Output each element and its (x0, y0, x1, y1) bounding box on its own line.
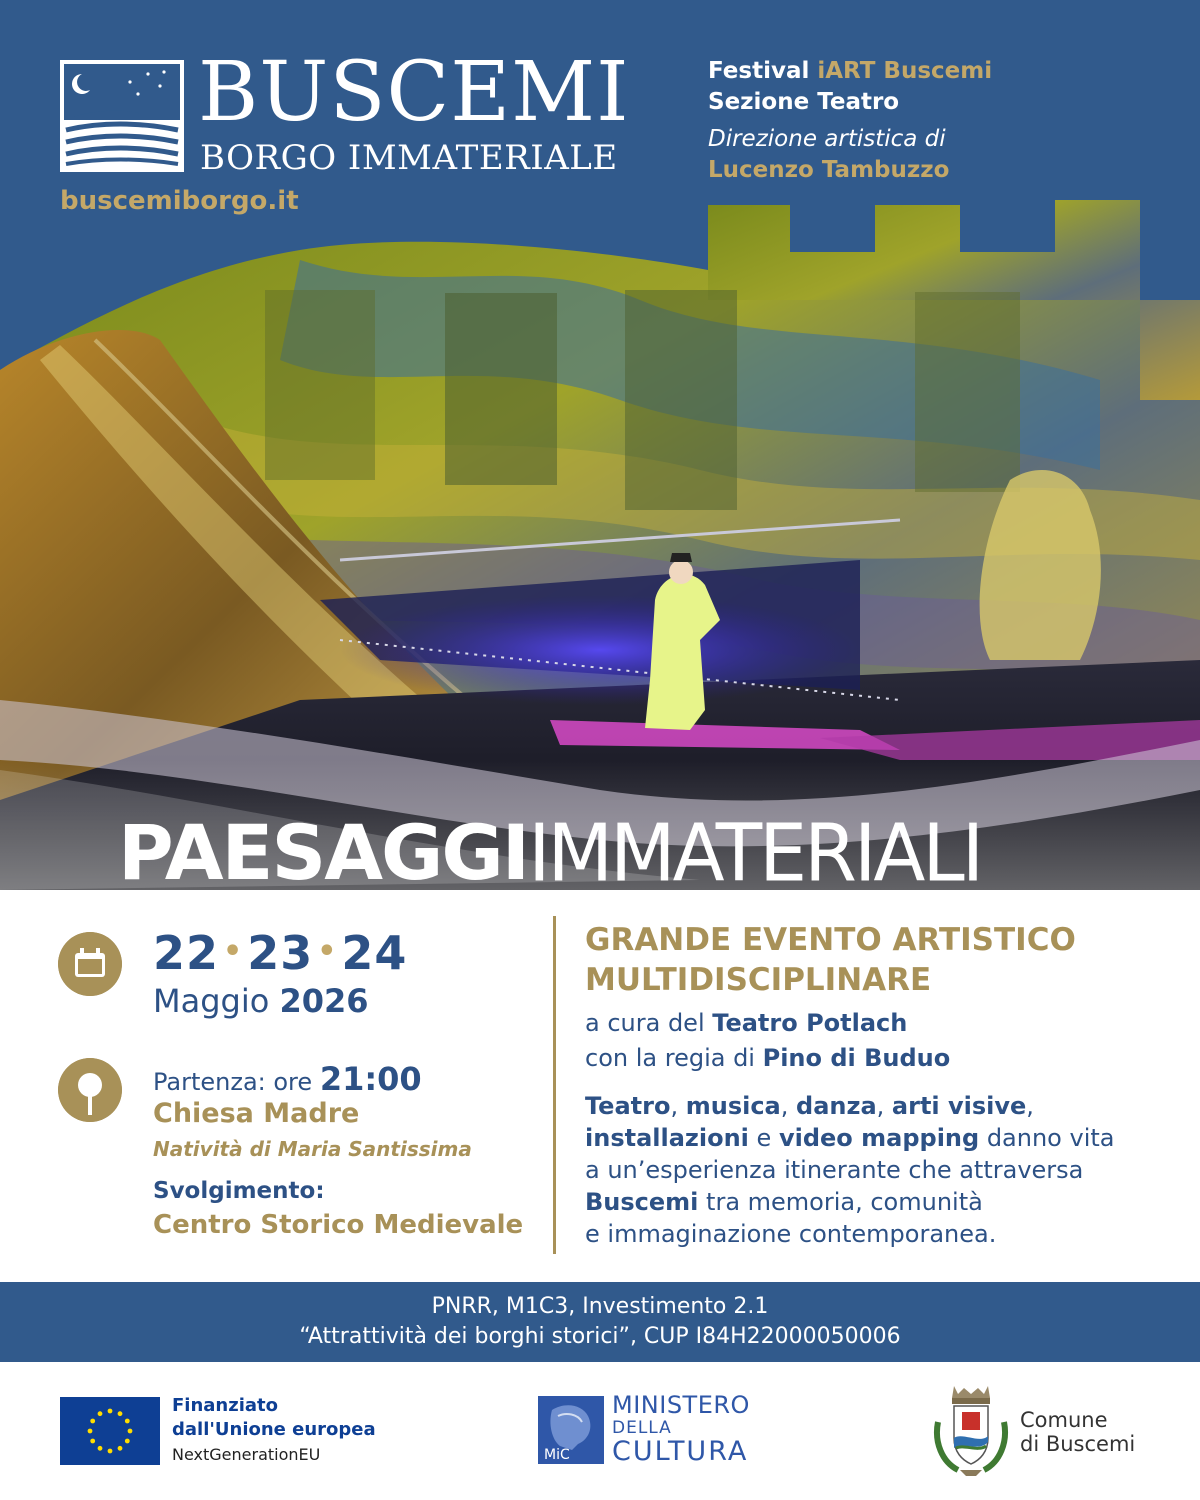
column-divider (553, 916, 556, 1254)
festival-line (708, 56, 1168, 87)
date-month: Maggio (153, 982, 270, 1020)
funding-bar (0, 1282, 1200, 1362)
event-month-year (153, 982, 369, 1020)
festival-director: Lucenzo Tambuzzo (708, 157, 950, 183)
event-title-line1: GRANDE EVENTO ARTISTICO (585, 922, 1076, 958)
venue-label: Svolgimento: (153, 1178, 325, 1204)
desc-sep: tra memoria, comunità (698, 1188, 983, 1216)
desc-word: danza (796, 1092, 877, 1120)
comune-label (1020, 1408, 1135, 1456)
festival-credits (708, 56, 1168, 186)
festival-direction-label: Direzione artistica di (708, 126, 946, 152)
desc-sep: danno vita (979, 1124, 1115, 1152)
date-separator: • (223, 934, 244, 969)
festival-section: Sezione Teatro (708, 89, 900, 115)
date-day-3: 24 (341, 926, 408, 980)
eu-line-1: Finanziato (172, 1395, 279, 1416)
headline-thin: IMMATERIALI (528, 812, 982, 890)
eu-line-3: NextGenerationEU (172, 1445, 321, 1464)
event-title-line2: MULTIDISCIPLINARE (585, 962, 932, 998)
place-name: Chiesa Madre (153, 1098, 360, 1129)
desc-word: arti visive (891, 1092, 1027, 1120)
mic-ministry-logo-icon (538, 1396, 604, 1464)
funding-line-2: “Attrattività dei borghi storici”, CUP I84H22000050006 (299, 1324, 901, 1349)
date-separator: • (317, 934, 338, 969)
desc-word: Teatro (585, 1092, 671, 1120)
place-detail: Natività di Maria Santissima (153, 1137, 472, 1161)
brand-title: BUSCEMI (198, 45, 630, 140)
curator-line (585, 1006, 1175, 1041)
eu-funding-label (172, 1394, 376, 1468)
festival-name: iART Buscemi (817, 58, 993, 84)
comune-line-1: Comune (1020, 1408, 1108, 1432)
sponsor-footer (0, 1362, 1200, 1500)
desc-line-3: a un’esperienza itinerante che attraversa (585, 1156, 1084, 1184)
funding-line-1: PNRR, M1C3, Investimento 2.1 (431, 1294, 769, 1319)
mic-line-2: DELLA (612, 1418, 672, 1438)
location-pin-icon (58, 1058, 122, 1122)
date-day-2: 23 (247, 926, 314, 980)
desc-word: Buscemi (585, 1188, 699, 1216)
mic-abbr: MiC (544, 1447, 570, 1463)
buscemi-crest-icon (932, 1382, 1010, 1478)
event-description-column (585, 920, 1175, 1250)
desc-sep: , (780, 1092, 797, 1120)
borgo-landscape-logo-icon (60, 60, 184, 172)
date-day-1: 22 (153, 926, 220, 980)
desc-sep: , (876, 1092, 892, 1120)
mic-label (612, 1392, 750, 1466)
event-description (585, 1090, 1175, 1250)
event-headline (118, 812, 981, 890)
eu-line-2: dall'Unione europea (172, 1419, 376, 1440)
director-name: Pino di Buduo (762, 1044, 951, 1072)
mic-line-1: MINISTERO (612, 1391, 750, 1419)
website-link[interactable]: buscemiborgo.it (60, 186, 299, 216)
desc-line-5: e immaginazione contemporanea. (585, 1220, 997, 1248)
director-line (585, 1041, 1175, 1076)
start-time: 21:00 (319, 1060, 422, 1098)
director-prefix: con la regia di (585, 1044, 755, 1072)
desc-line-4 (585, 1186, 1175, 1218)
start-label: Partenza: ore (153, 1068, 313, 1096)
mic-line-3: CULTURA (612, 1436, 749, 1467)
event-dates (153, 926, 407, 980)
desc-word: installazioni (585, 1124, 749, 1152)
calendar-icon (58, 932, 122, 996)
event-info-section (0, 890, 1200, 1282)
desc-sep: , (670, 1092, 686, 1120)
date-year: 2026 (279, 982, 369, 1020)
headline-bold: PAESAGGI (118, 812, 529, 890)
desc-line-1 (585, 1090, 1175, 1122)
curator-prefix: a cura del (585, 1009, 705, 1037)
start-time-line (153, 1060, 422, 1098)
festival-label: Festival (708, 58, 810, 84)
desc-word: musica (685, 1092, 781, 1120)
comune-line-2: di Buscemi (1020, 1432, 1136, 1456)
desc-sep: e (748, 1124, 779, 1152)
curator-name: Teatro Potlach (712, 1009, 908, 1037)
desc-line-2 (585, 1122, 1175, 1154)
venue-name: Centro Storico Medievale (153, 1210, 524, 1240)
desc-sep: , (1026, 1092, 1034, 1120)
desc-word: video mapping (778, 1124, 980, 1152)
eu-flag-icon (60, 1397, 160, 1465)
brand-subtitle: BORGO IMMATERIALE (200, 138, 618, 178)
